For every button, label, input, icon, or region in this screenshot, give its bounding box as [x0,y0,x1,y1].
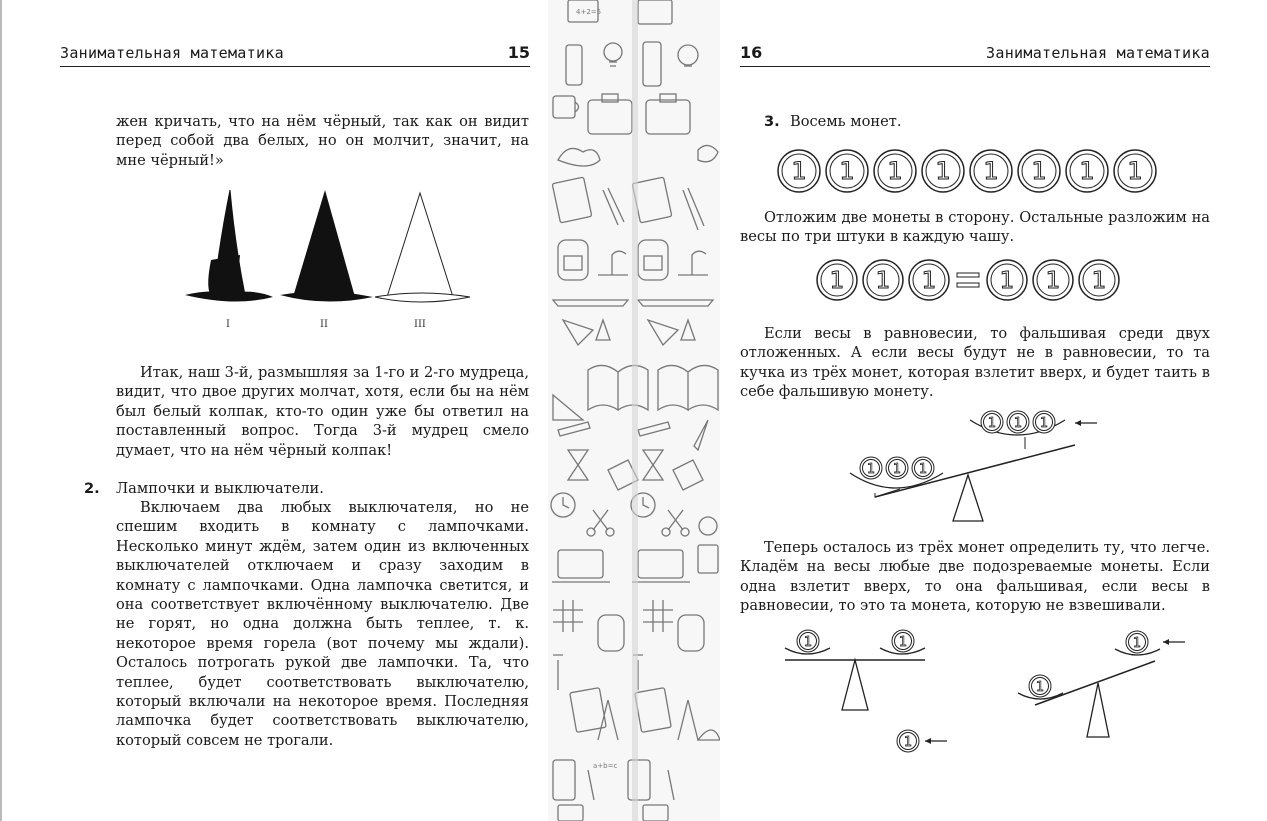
black-hat-1 [185,190,273,302]
svg-text:1: 1 [875,268,891,294]
coin [778,150,820,192]
unbalanced-scale-three [845,405,1105,525]
coin [817,260,857,300]
svg-text:1: 1 [935,157,951,185]
svg-text:1: 1 [892,462,902,477]
svg-text:1: 1 [983,157,999,185]
doodle-equation-top: 4+2=5 [576,8,602,16]
coin [892,630,914,652]
coin [1066,150,1108,192]
left-page [0,0,548,821]
coins-paragraph-3: Теперь осталось из трёх монет определить ту, что легче. Кладём на весы любые две подозреваемые монеты. Если одна взлетит вверх, то она фальшивая, если весы в равновесии, то это та монета, которую не взвешивали. [740,539,1210,615]
hat-label-3: III [414,319,426,330]
svg-text:1: 1 [887,157,903,185]
left-page-number: 15 [507,43,530,62]
hat-label-1: I [226,319,230,330]
coin [826,150,868,192]
scale-fulcrum [1087,683,1109,737]
coins-paragraph-1: Отложим две монеты в сторону. Остальные разложим на весы по три штуки в каждую чашу. [740,209,1210,246]
coin [897,730,919,752]
svg-text:1: 1 [921,268,937,294]
coin [922,150,964,192]
hats-illustration [175,185,475,315]
coin [1029,675,1051,697]
svg-text:1: 1 [1035,680,1045,695]
svg-text:1: 1 [1079,157,1095,185]
continuation-paragraph: жен кричать, что на нём чёрный, так как он видит перед собой два белых, но он молчит, значит, на мне чёрный!» [116,113,529,169]
coin [1114,150,1156,192]
balanced-coins [815,258,1135,304]
svg-text:1: 1 [903,735,913,750]
scale-fulcrum [842,660,868,710]
hat-label-2: II [320,319,328,330]
problem-2-title: Лампочки и выключатели. [116,480,324,497]
svg-text:1: 1 [1013,416,1023,431]
problem-3-number: 3. [764,113,780,130]
coin [970,150,1012,192]
svg-text:1: 1 [866,462,876,477]
svg-text:1: 1 [1045,268,1061,294]
svg-text:1: 1 [1132,636,1142,651]
svg-text:1: 1 [791,157,807,185]
left-page-header [60,42,530,67]
coin [1018,150,1060,192]
equals-sign [957,273,979,287]
problem-2-number: 2. [84,480,100,497]
coin [987,260,1027,300]
black-hat-2 [280,190,373,302]
coin [1126,631,1148,653]
right-page [720,0,1267,821]
eight-coins [775,148,1175,196]
coin [1079,260,1119,300]
coin [863,260,903,300]
balanced-scale-single [780,624,930,714]
arrow-icon [1163,639,1185,645]
school-doodles [548,0,720,821]
svg-text:1: 1 [803,635,813,650]
svg-text:1: 1 [1039,416,1049,431]
right-header-title: Занимательная математика [986,44,1210,62]
problem-2-body: Включаем два любых выключателя, но не спешим входить в комнату с лампочками. Несколько минут ждём, затем один из включенных выключателей отключаем и сразу заходим в комнату с лампочками. Одна лампочка светится, и она соответствует включённому выключателю. Две не горят, но одна должна быть теплее, т. к. некоторое время горела (вот почему мы ждали). Осталось потрогать рукой две лампочки. Та, что теплее, будет соответствовать выключателю, который включали на некоторое время. Последняя лампочка будет соответствовать выключателю, который совсем не трогали. [116,499,529,749]
white-hat [375,193,470,302]
svg-text:1: 1 [839,157,855,185]
right-page-header [740,42,1210,67]
set-aside-coin [894,728,954,756]
coin [1033,411,1055,433]
coin [1007,411,1029,433]
svg-text:1: 1 [999,268,1015,294]
left-header-title: Занимательная математика [60,44,284,62]
svg-text:1: 1 [918,462,928,477]
tilted-scale-single [1015,625,1190,745]
arrow-icon [1075,420,1097,426]
conclusion-paragraph: Итак, наш 3-й, размышляя за 1-го и 2-го мудреца, видит, что двое других молчат, хотя, если бы на нём был белый колпак, кто-то один уже бы ответил на поставленный вопрос. Тогда 3-й мудрец смело думает, что на нём чёрный колпак! [116,364,529,459]
svg-text:1: 1 [1031,157,1047,185]
svg-text:1: 1 [1127,157,1143,185]
arrow-icon [925,738,947,744]
book-spine-shadow [632,0,638,821]
coin [886,457,908,479]
scale-fulcrum [953,475,983,521]
coin [797,630,819,652]
svg-text:1: 1 [987,416,997,431]
coin [909,260,949,300]
coins-paragraph-2: Если весы в равновесии, то фальшивая среди двух отложенных. А если весы будут не в равновесии, то та кучка из трёх монет, которая взлетит вверх, и будет таить в себе фальшивую монету. [740,325,1210,401]
coin [912,457,934,479]
svg-text:1: 1 [829,268,845,294]
coin [860,457,882,479]
svg-text:1: 1 [1091,268,1107,294]
doodle-equation-bottom: a+b=c [593,762,618,770]
problem-3-title: Восемь монет. [790,113,902,130]
coin [981,411,1003,433]
right-page-number: 16 [740,43,763,62]
doodle-gutter [548,0,720,821]
coin [1033,260,1073,300]
coin [874,150,916,192]
svg-text:1: 1 [898,635,908,650]
